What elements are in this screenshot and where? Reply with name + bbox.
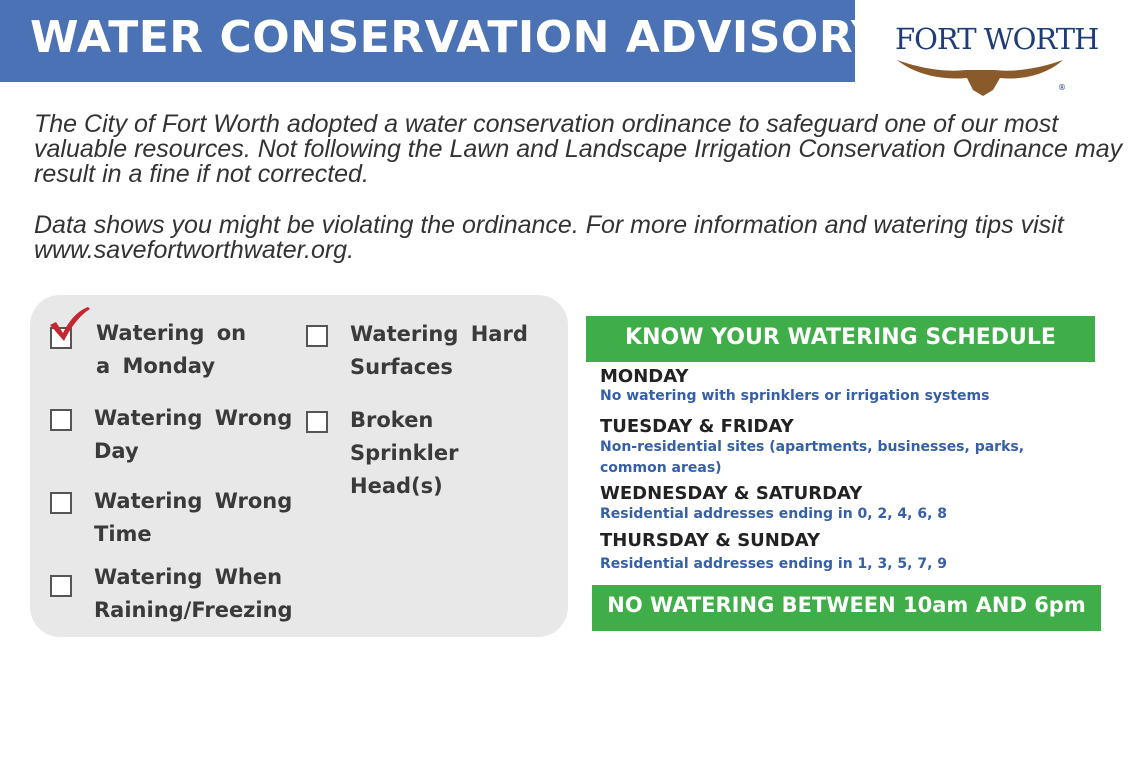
- watering-hours-banner: [592, 585, 1101, 631]
- longhorn-icon: [895, 56, 1065, 98]
- schedule-rule: No watering with sprinklers or irrigation systems: [600, 388, 990, 404]
- violations-panel: [30, 295, 568, 637]
- schedule-rule: Residential addresses ending in 1, 3, 5, 7, 9: [600, 556, 948, 572]
- page-title: WATER CONSERVATION ADVISORY: [30, 12, 884, 63]
- checkmark-icon: [48, 305, 92, 343]
- schedule-header: [586, 316, 1095, 362]
- schedule-rule: Non-residential sites (apartments, businesses, parks, common areas): [600, 439, 1025, 476]
- logo-text: FORT WORTH: [895, 22, 1099, 56]
- watering-hours-text: NO WATERING BETWEEN 10am AND 6pm: [607, 593, 1086, 617]
- schedule-day: MONDAY: [600, 366, 689, 387]
- checkbox[interactable]: [306, 411, 328, 433]
- checkbox[interactable]: [306, 325, 328, 347]
- schedule-day: TUESDAY & FRIDAY: [600, 416, 794, 437]
- checkbox[interactable]: [50, 575, 72, 597]
- schedule-day: WEDNESDAY & SATURDAY: [600, 483, 863, 504]
- violation-label: Watering Wrong Time: [94, 489, 293, 546]
- violation-label: Watering Hard Surfaces: [350, 322, 528, 379]
- violation-label: Broken Sprinkler Head(s): [350, 408, 459, 498]
- schedule-title: KNOW YOUR WATERING SCHEDULE: [625, 325, 1056, 350]
- title-bar: [0, 0, 884, 82]
- info-paragraph: Data shows you might be violating the ordinance. For more information and watering tips visit www.savefortworthwater.org.: [34, 211, 1064, 264]
- violation-label: Watering on a Monday: [96, 321, 247, 378]
- checkbox[interactable]: [50, 409, 72, 431]
- fort-worth-logo: [895, 22, 1099, 100]
- intro-paragraph: The City of Fort Worth adopted a water conservation ordinance to safeguard one of our most valuable resources. Not following the Lawn and Landscape Irrigation Conservation Ordinance may result in a fine if not corrected.: [34, 110, 1123, 188]
- svg-text:®: ®: [1058, 83, 1066, 92]
- schedule-day: THURSDAY & SUNDAY: [600, 530, 821, 551]
- violation-label: Watering When Raining/Freezing: [94, 565, 293, 622]
- violation-label: Watering Wrong Day: [94, 406, 293, 463]
- checkbox[interactable]: [50, 492, 72, 514]
- schedule-rule: Residential addresses ending in 0, 2, 4, 6, 8: [600, 506, 948, 522]
